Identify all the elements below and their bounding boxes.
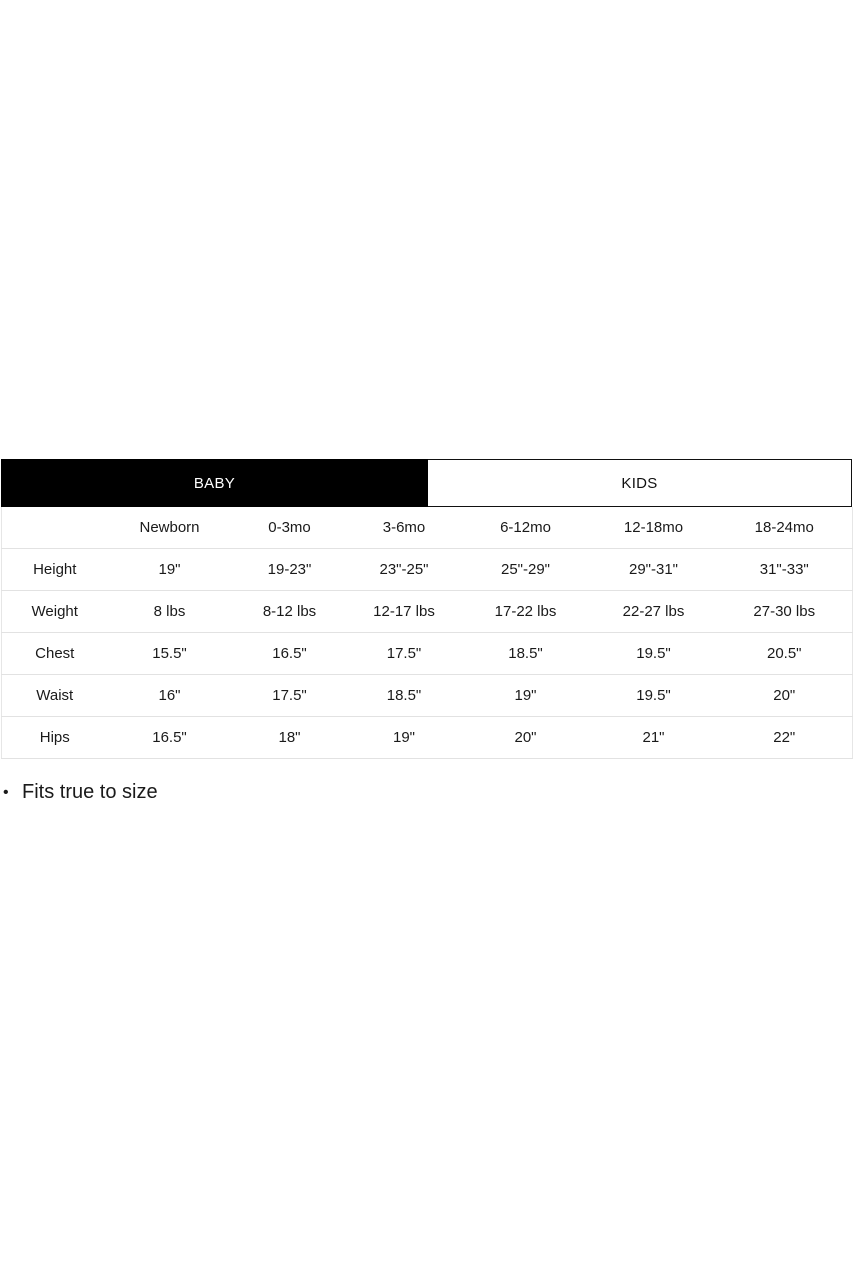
size-chart <box>1 459 852 759</box>
tab-baby[interactable]: BABY <box>1 459 428 507</box>
table-cell: 19" <box>461 675 591 717</box>
table-cell: 17-22 lbs <box>461 591 591 633</box>
table-cell: 31"-33" <box>717 549 853 591</box>
header-cell <box>2 507 108 549</box>
table-cell: 27-30 lbs <box>717 591 853 633</box>
size-table <box>1 507 853 759</box>
table-cell: 23"-25" <box>348 549 461 591</box>
table-cell: 19" <box>348 717 461 759</box>
bullet-icon: • <box>3 783 9 801</box>
header-cell: 18-24mo <box>717 507 853 549</box>
table-cell: 21" <box>591 717 717 759</box>
table-cell: 18.5" <box>461 633 591 675</box>
table-cell: 29"-31" <box>591 549 717 591</box>
table-cell: 8 lbs <box>108 591 232 633</box>
table-cell: 22" <box>717 717 853 759</box>
table-row <box>2 675 853 717</box>
table-cell: 16.5" <box>108 717 232 759</box>
row-label: Hips <box>2 717 108 759</box>
product-notes <box>0 781 158 804</box>
table-cell: 19.5" <box>591 675 717 717</box>
size-tabs <box>1 459 852 507</box>
header-cell: 0-3mo <box>232 507 348 549</box>
row-label: Weight <box>2 591 108 633</box>
table-cell: 17.5" <box>232 675 348 717</box>
list-item <box>0 781 158 804</box>
row-label: Chest <box>2 633 108 675</box>
table-cell: 19" <box>108 549 232 591</box>
row-label: Height <box>2 549 108 591</box>
header-cell: 6-12mo <box>461 507 591 549</box>
table-cell: 15.5" <box>108 633 232 675</box>
table-row <box>2 549 853 591</box>
row-label: Waist <box>2 675 108 717</box>
note-text: Fits true to size <box>22 781 158 803</box>
table-cell: 18.5" <box>348 675 461 717</box>
table-cell: 16.5" <box>232 633 348 675</box>
table-cell: 20" <box>461 717 591 759</box>
table-cell: 20" <box>717 675 853 717</box>
table-cell: 17.5" <box>348 633 461 675</box>
header-cell: 3-6mo <box>348 507 461 549</box>
tab-kids[interactable]: KIDS <box>428 459 852 507</box>
header-cell: 12-18mo <box>591 507 717 549</box>
table-row <box>2 633 853 675</box>
table-row <box>2 717 853 759</box>
table-row <box>2 591 853 633</box>
table-cell: 25"-29" <box>461 549 591 591</box>
header-cell: Newborn <box>108 507 232 549</box>
table-cell: 19-23" <box>232 549 348 591</box>
table-cell: 20.5" <box>717 633 853 675</box>
table-cell: 12-17 lbs <box>348 591 461 633</box>
table-cell: 8-12 lbs <box>232 591 348 633</box>
table-cell: 18" <box>232 717 348 759</box>
table-cell: 22-27 lbs <box>591 591 717 633</box>
table-cell: 19.5" <box>591 633 717 675</box>
table-cell: 16" <box>108 675 232 717</box>
table-header-row <box>2 507 853 549</box>
